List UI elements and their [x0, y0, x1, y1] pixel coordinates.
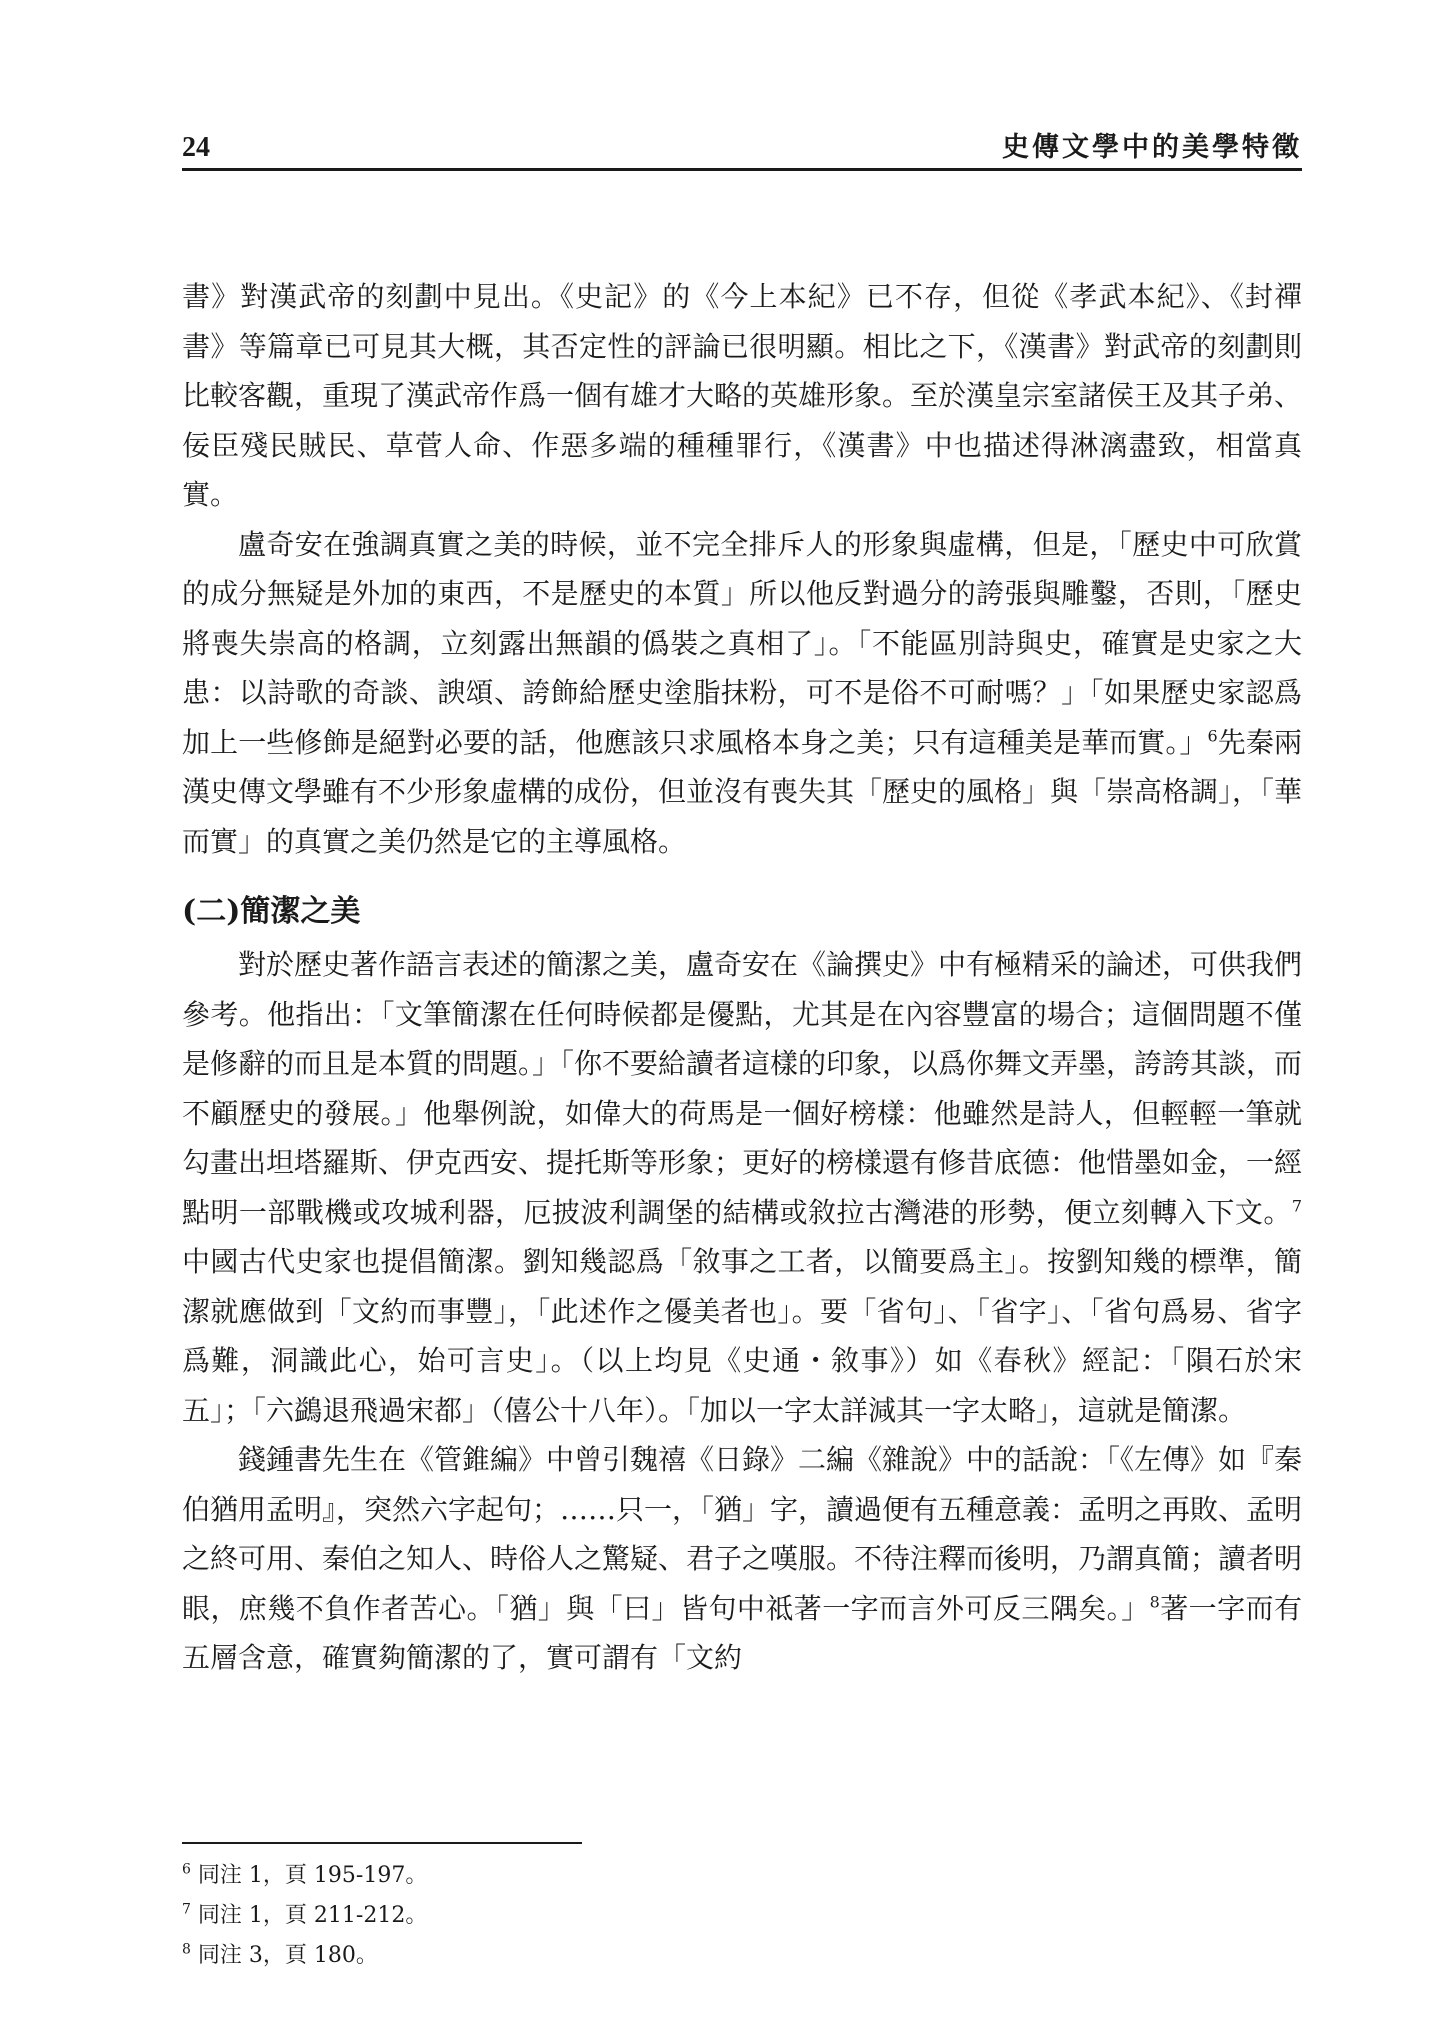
footnote-ref-6[interactable]: 6	[1207, 726, 1218, 746]
paragraph-2	[182, 520, 1302, 867]
footnote-number: 6	[182, 1861, 191, 1878]
paragraph-4	[182, 1435, 1302, 1683]
paragraph-1: 書》對漢武帝的刻劃中見出。《史記》的《今上本紀》已不存，但從《孝武本紀》、《封禪書》等篇章已可見其大概，其否定性的評論已很明顯。相比之下，《漢書》對武帝的刻劃則比較客觀，重現了漢武帝作爲一個有雄才大略的英雄形象。至於漢皇宗室諸侯王及其子弟、佞臣殘民賊民、草菅人命、作惡多端的種種罪行，《漢書》中也描述得淋漓盡致，相當真實。	[182, 280, 1303, 511]
section-heading: (二)簡潔之美	[182, 894, 361, 929]
footnote-item	[182, 1936, 982, 1976]
footnote-text: 同注 1，頁 211-212。	[197, 1903, 428, 1928]
footnote-ref-7[interactable]: 7	[1291, 1196, 1302, 1216]
paragraph-2-text-after: 先秦兩漢史傳文學雖有不少形象虛構的成份，但並沒有喪失其「歷史的風格」與「崇高格調」，「華而實」的真實之美仍然是它的主導風格。	[182, 725, 1303, 858]
page-number: 24	[182, 132, 210, 163]
footnote-ref-8[interactable]: 8	[1149, 1592, 1160, 1612]
running-title: 史傳文學中的美學特徵	[1002, 132, 1302, 163]
footnote-text: 同注 3，頁 180。	[197, 1943, 378, 1968]
paragraph-3-text-after: 中國古代史家也提倡簡潔。劉知幾認爲「敘事之工者，以簡要爲主」。按劉知幾的標準，簡潔就應做到「文約而事豐」，「此述作之優美者也」。要「省句」、「省字」、「省句爲易、省字爲難，洞識此心，始可言史」。（以上均見《史通・敘事》）如《春秋》經記：「隕石於宋五」；「六鷁退飛過宋都」（僖公十八年）。「加以一字太詳減其一字太略」，這就是簡潔。	[182, 1245, 1302, 1427]
footnote-text: 同注 1，頁 195-197。	[197, 1863, 428, 1888]
paragraph-3-text-before: 對於歷史著作語言表述的簡潔之美，盧奇安在《論撰史》中有極精采的論述，可供我們參考。他指出：「文筆簡潔在任何時候都是優點，尤其是在內容豐富的場合；這個問題不僅是修辭的而且是本質的問題。」「你不要給讀者這樣的印象，以爲你舞文弄墨，誇誇其談，而不顧歷史的發展。」他舉例說，如偉大的荷馬是一個好榜樣：他雖然是詩人，但輕輕一筆就勾畫出坦塔羅斯、伊克西安、提托斯等形象；更好的榜樣還有修昔底德：他惜墨如金，一經點明一部戰機或攻城利器，厄披波利調堡的結構或敘拉古灣港的形勢，便立刻轉入下文。	[182, 948, 1303, 1229]
page-header	[182, 128, 1302, 171]
paragraph-2-text-before: 盧奇安在強調真實之美的時候，並不完全排斥人的形象與虛構，但是，「歷史中可欣賞的成分無疑是外加的東西，不是歷史的本質」所以他反對過分的誇張與雕鑿，否則，「歷史將喪失崇高的格調，立刻露出無韻的僞裝之真相了」。「不能區別詩與史，確實是史家之大患：以詩歌的奇談、諛頌、誇飾給歷史塗脂抹粉，可不是俗不可耐嗎？」「如果歷史家認爲加上一些修飾是絕對必要的話，他應該只求風格本身之美；只有這種美是華而實。」	[182, 527, 1302, 759]
footnote-divider	[182, 1842, 582, 1844]
footnote-item	[182, 1896, 982, 1936]
footnote-number: 8	[182, 1941, 191, 1958]
footnote-item	[182, 1856, 982, 1896]
footnotes	[182, 1856, 982, 1976]
body-text	[182, 272, 1302, 1683]
paragraph-4-text-before: 錢鍾書先生在《管錐編》中曾引魏禧《日錄》二編《雜說》中的話說：「《左傳》如『秦伯猶用孟明』，突然六字起句；……只一，「猶」字，讀過便有五種意義：孟明之再敗、孟明之終可用、秦伯之知人、時俗人之驚疑、君子之嘆服。不待注釋而後明，乃謂真簡；讀者明眼，庶幾不負作者苦心。「猶」與「曰」皆句中祗著一字而言外可反三隅矣。」	[182, 1443, 1303, 1625]
footnote-number: 7	[182, 1901, 191, 1918]
paragraph-4-text-after: 著一字而有五層含意，確實夠簡潔的了，實可謂有「文約	[182, 1591, 1302, 1674]
paragraph-3	[182, 940, 1302, 1435]
